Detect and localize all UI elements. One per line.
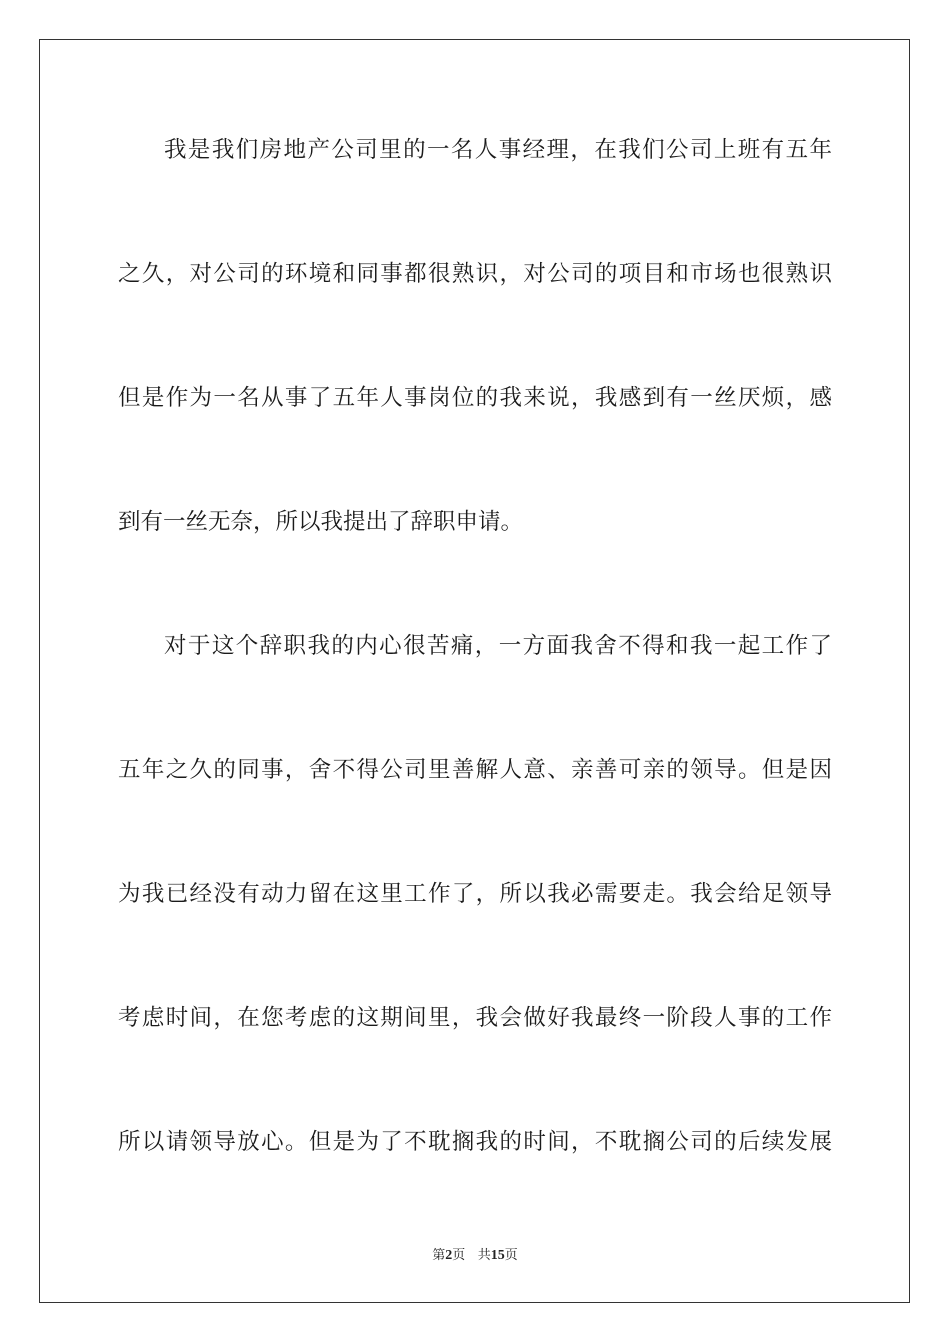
paragraph-2-line-3: 为我已经没有动力留在这里工作了，所以我必需要走。我会给足领导 bbox=[118, 881, 832, 907]
paragraph-1-line-3: 但是作为一名从事了五年人事岗位的我来说，我感到有一丝厌烦，感 bbox=[118, 385, 832, 411]
paragraph-1-line-4: 到有一丝无奈，所以我提出了辞职申请。 bbox=[118, 509, 524, 535]
paragraph-1-line-2: 之久，对公司的环境和同事都很熟识，对公司的项目和市场也很熟识 bbox=[118, 261, 832, 287]
page-suffix: 页 bbox=[452, 1248, 466, 1263]
paragraph-2-line-1: 对于这个辞职我的内心很苦痛，一方面我舍不得和我一起工作了 bbox=[164, 633, 832, 659]
page-number: 2 bbox=[445, 1248, 453, 1263]
page-prefix: 第 bbox=[432, 1248, 446, 1263]
page-border bbox=[39, 39, 910, 1303]
page-footer bbox=[0, 1244, 950, 1264]
paragraph-1-line-1: 我是我们房地产公司里的一名人事经理，在我们公司上班有五年 bbox=[164, 137, 832, 163]
paragraph-2-line-2: 五年之久的同事，舍不得公司里善解人意、亲善可亲的领导。但是因 bbox=[118, 757, 832, 783]
total-suffix: 页 bbox=[504, 1248, 518, 1263]
paragraph-2-line-4: 考虑时间，在您考虑的这期间里，我会做好我最终一阶段人事的工作 bbox=[118, 1005, 832, 1031]
paragraph-2-line-5: 所以请领导放心。但是为了不耽搁我的时间，不耽搁公司的后续发展 bbox=[118, 1129, 832, 1155]
total-pages: 15 bbox=[490, 1248, 505, 1263]
total-prefix: 共 bbox=[477, 1248, 491, 1263]
